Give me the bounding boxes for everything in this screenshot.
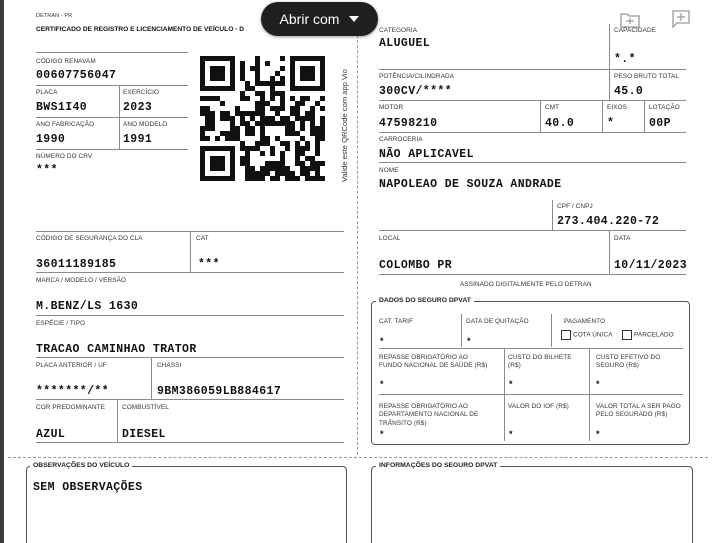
divider (119, 118, 120, 149)
divider (602, 101, 603, 132)
divider (36, 149, 188, 150)
dpvat-title: DADOS DO SEGURO DPVAT (376, 297, 474, 304)
especie-label: ESPÉCIE / TIPO (36, 320, 86, 327)
renavam-label: CÓDIGO RENAVAM (36, 58, 96, 65)
cota-unica-option[interactable] (561, 330, 613, 340)
placa-anterior-value: *******/** (36, 385, 110, 398)
divider (609, 231, 610, 274)
parcelado-label: PARCELADO (634, 331, 674, 339)
valor-total-label: VALOR TOTAL A SER PAGO PELO SEGURADO (R$) (596, 403, 681, 419)
especie-value: TRACAO CAMINHAO TRATOR (36, 343, 197, 356)
data-label: DATA (614, 235, 631, 242)
divider (36, 357, 344, 358)
divider (151, 358, 152, 399)
open-with-label: Abrir com (279, 11, 340, 27)
divider (36, 442, 344, 443)
lotacao-value: 00P (649, 117, 671, 130)
local-label: LOCAL (379, 235, 401, 242)
combustivel-value: DIESEL (122, 428, 166, 441)
placa-anterior-label: PLACA ANTERIOR / UF (36, 362, 107, 369)
placa-label: PLACA (36, 89, 58, 96)
repasse-fns-value: * (380, 379, 384, 389)
cat-tarif-label: CAT. TARIF (379, 318, 414, 325)
info-dpvat-box (371, 466, 693, 543)
ano-fabricacao-label: ANO FABRICAÇÃO (36, 121, 95, 128)
divider (379, 230, 686, 231)
divider (190, 232, 191, 272)
cat-label: CAT (196, 235, 209, 242)
custo-efetivo-label: CUSTO EFETIVO DO SEGURO (R$) (596, 354, 661, 370)
data-value: 10/11/2023 (614, 259, 688, 272)
nome-label: NOME (379, 167, 399, 174)
divider (589, 395, 590, 441)
divider (644, 101, 645, 132)
divider (379, 162, 686, 163)
cla-value: 36011189185 (36, 258, 117, 271)
observacoes-box (26, 466, 347, 543)
repasse-fns-label: REPASSE OBRIGATÓRIO AO FUNDO NACIONAL DE SAÚDE (R$) (379, 354, 488, 370)
divider (552, 200, 553, 230)
divider (379, 394, 683, 395)
divider (504, 349, 505, 394)
marca-value: M.BENZ/LS 1630 (36, 300, 139, 313)
eixos-label: EIXOS (607, 104, 628, 111)
chassi-value: 9BM386059LB884617 (157, 385, 282, 398)
carroceria-value: NÃO APLICAVEL (379, 148, 474, 161)
potencia-label: POTÊNCIA/CILINDRADA (379, 73, 455, 80)
qr-code (200, 56, 325, 181)
divider (379, 100, 686, 101)
agency-label: DETRAN - PR (36, 13, 73, 19)
peso-label: PESO BRUTO TOTAL (614, 73, 680, 80)
exercicio-value: 2023 (123, 101, 153, 114)
add-comment-icon[interactable] (670, 9, 692, 29)
crv-value: *** (36, 164, 58, 177)
capacidade-label: CAPACIDADE (614, 27, 657, 34)
iof-value: * (509, 429, 513, 439)
document-title: CERTIFICADO DE REGISTRO E LICENCIAMENTO DE VEÍCULO - D (36, 26, 244, 33)
parcelado-checkbox[interactable] (622, 330, 632, 340)
renavam-value: 00607756047 (36, 69, 117, 82)
valor-total-value: * (596, 429, 600, 439)
divider (504, 395, 505, 441)
ano-fabricacao-value: 1990 (36, 133, 66, 146)
folder-icon[interactable] (619, 9, 641, 29)
cota-unica-label: COTA ÚNICA (573, 331, 613, 339)
chevron-down-icon (349, 16, 359, 22)
cat-tarif-value: * (380, 336, 384, 346)
cla-label: CÓDIGO DE SEGURANÇA DO CLA (36, 235, 143, 242)
custo-efetivo-value: * (596, 379, 600, 389)
divider (609, 24, 610, 69)
cmt-value: 40.0 (545, 117, 575, 130)
column-separator (357, 10, 358, 455)
divider (461, 314, 462, 347)
categoria-value: ALUGUEL (379, 37, 431, 50)
divider (36, 85, 188, 86)
nome-value: NAPOLEAO DE SOUZA ANDRADE (379, 178, 562, 191)
combustivel-label: COMBUSTÍVEL (122, 404, 169, 411)
divider (379, 69, 686, 70)
repasse-dnt-value: * (380, 429, 384, 439)
eixos-value: * (607, 117, 615, 130)
custo-bilhete-value: * (509, 379, 513, 389)
exercicio-label: EXERCÍCIO (123, 89, 160, 96)
divider (540, 101, 541, 132)
signed-label: ASSINADO DIGITALMENTE PELO DETRAN (460, 281, 592, 288)
data-quitacao-label: DATA DE QUITAÇÃO (466, 318, 529, 325)
divider (36, 117, 188, 118)
cor-value: AZUL (36, 428, 66, 441)
divider (551, 314, 552, 347)
observacoes-title: OBSERVAÇÕES DO VEÍCULO (30, 462, 132, 469)
divider (36, 399, 344, 400)
divider (119, 86, 120, 117)
local-value: COLOMBO PR (379, 259, 453, 272)
ano-modelo-label: ANO MODELO (123, 121, 168, 128)
cpf-value: 273.404.220-72 (557, 215, 660, 228)
motor-value: 47598210 (379, 117, 438, 130)
row-separator (8, 457, 708, 458)
divider (379, 274, 686, 275)
cpf-label: CPF / CNPJ (557, 203, 593, 210)
divider (379, 348, 683, 349)
divider (36, 272, 344, 273)
crlv-document (4, 0, 715, 543)
divider (379, 132, 686, 133)
divider (589, 349, 590, 394)
repasse-dnt-label: REPASSE OBRIGATÓRIO AO DEPARTAMENTO NACIONAL DE TRÂNSITO (R$) (379, 403, 479, 427)
chassi-label: CHASSI (157, 362, 182, 369)
qr-caption: Valide este QRCode com app Vio (340, 69, 349, 182)
motor-label: MOTOR (379, 104, 404, 111)
placa-value: BWS1I40 (36, 101, 88, 114)
iof-label: VALOR DO IOF (R$) (508, 403, 569, 410)
cat-value: *** (198, 258, 220, 271)
custo-bilhete-label: CUSTO DO BILHETE (R$) (508, 354, 572, 370)
info-dpvat-title: INFORMAÇÕES DO SEGURO DPVAT (376, 462, 500, 469)
data-quitacao-value: * (467, 336, 471, 346)
cmt-label: CMT (545, 104, 560, 111)
parcelado-option[interactable] (622, 330, 674, 340)
capacidade-value: *.* (614, 53, 636, 66)
crv-label: NÚMERO DO CRV (36, 153, 93, 160)
ano-modelo-value: 1991 (123, 133, 153, 146)
divider (36, 315, 344, 316)
cota-unica-checkbox[interactable] (561, 330, 571, 340)
divider (36, 52, 188, 53)
observacoes-value: SEM OBSERVAÇÕES (33, 481, 143, 494)
categoria-label: CATEGORIA (379, 27, 418, 34)
pagamento-label: PAGAMENTO (564, 318, 606, 325)
potencia-value: 300CV/**** (379, 85, 453, 98)
cor-label: COR PREDOMINANTE (36, 404, 106, 411)
peso-value: 45.0 (614, 85, 644, 98)
carroceria-label: CARROCERIA (379, 136, 423, 143)
divider (117, 400, 118, 442)
open-with-button[interactable] (261, 2, 378, 36)
divider (609, 70, 610, 100)
lotacao-label: LOTAÇÃO (649, 104, 680, 111)
marca-label: MARCA / MODELO / VERSÃO (36, 277, 127, 284)
